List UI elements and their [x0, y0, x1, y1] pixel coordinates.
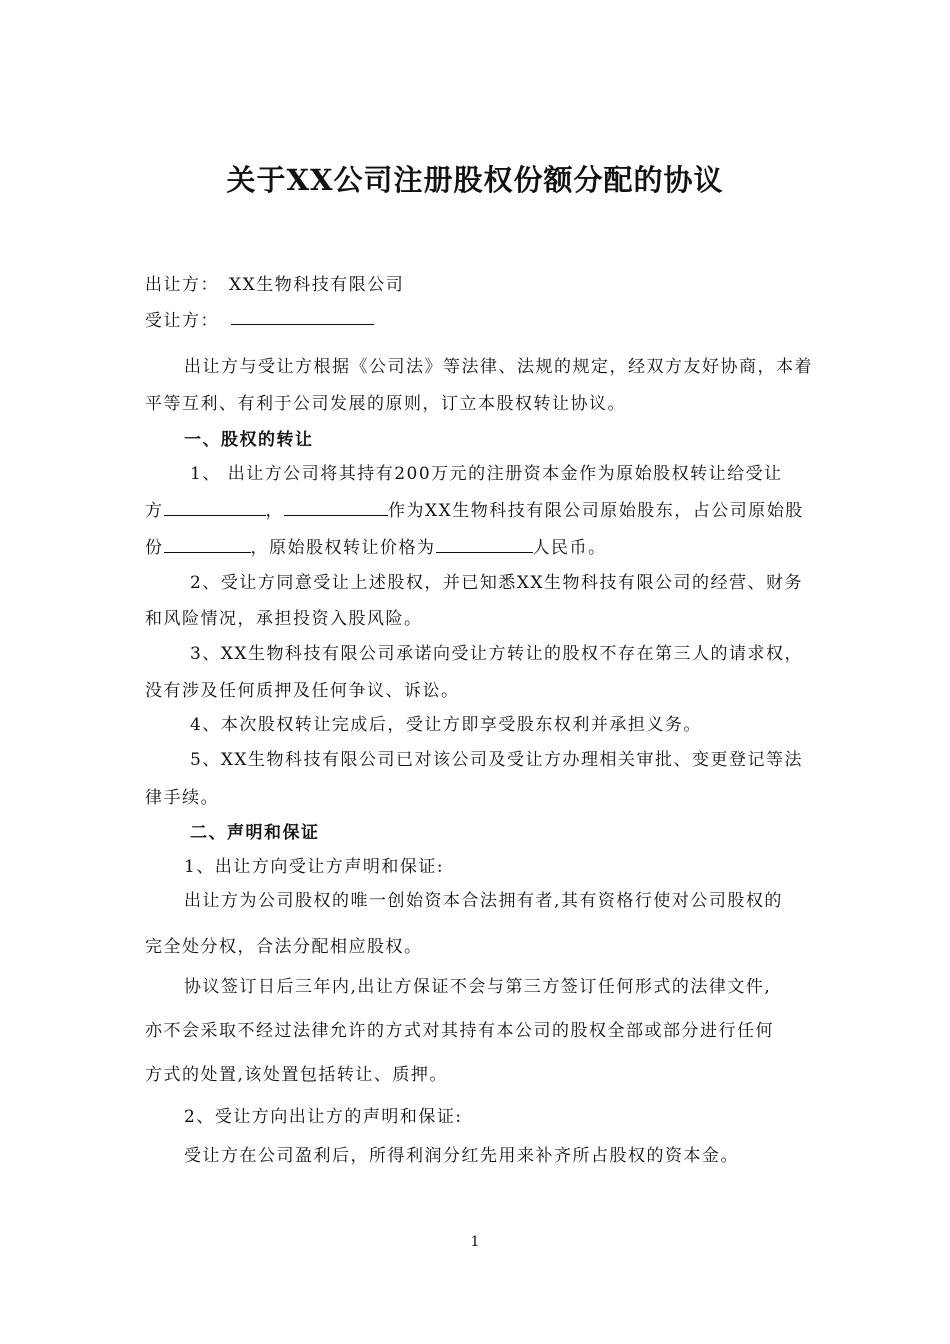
blank-share-percent	[164, 536, 251, 553]
blank-transferee-2	[284, 499, 388, 516]
intro-line-1: 出让方与受让方根据《公司法》等法律、法规的规定，经双方友好协商，本着	[184, 357, 813, 377]
s2-p1-line2: 完全处分权，合法分配相应股权。	[145, 937, 423, 957]
s1-item1-line3-b: ，原始股权转让价格为	[250, 538, 436, 558]
s2-p3-line1: 受让方在公司盈利后，所得利润分红先用来补齐所占股权的资本金。	[184, 1146, 739, 1166]
s2-p2-line1: 协议签订日后三年内,出让方保证不会与第三方签订任何形式的法律文件,	[184, 977, 772, 997]
s1-item3-line1: 3、XX生物科技有限公司承诺向受让方转让的股权不存在第三人的请求权，	[190, 644, 804, 664]
section-2-heading: 二、声明和保证	[190, 823, 320, 843]
transferor-label: 出让方：	[145, 275, 219, 295]
s1-item2-line2: 和风险情况，承担投资入股风险。	[145, 609, 423, 629]
transferor-value: XX生物科技有限公司	[229, 275, 405, 295]
page-number: 1	[470, 1234, 480, 1250]
s1-item1-line2-c: 作为XX生物科技有限公司原始股东，占公司原始股	[388, 501, 804, 521]
s1-item1-line1: 1、 出让方公司将其持有200万元的注册资本金作为原始股权转让给受让	[190, 464, 783, 484]
s1-item5-line2: 律手续。	[145, 788, 219, 808]
s2-item1-heading: 1、出让方向受让方声明和保证:	[184, 857, 445, 877]
s1-item4-line1: 4、本次股权转让完成后，受让方即享受股东权利并承担义务。	[190, 715, 702, 735]
s1-item5-line1: 5、XX生物科技有限公司已对该公司及受让方办理相关审批、变更登记等法	[190, 750, 804, 770]
intro-line-2: 平等互利、有利于公司发展的原则，订立本股权转让协议。	[145, 394, 626, 414]
s1-item2-line1: 2、受让方同意受让上述股权，并已知悉XX生物科技有限公司的经营、财务	[190, 573, 804, 593]
s1-item1-line3-c: 人民币。	[532, 538, 607, 558]
s2-item2-heading: 2、受让方向出让方的声明和保证:	[184, 1107, 463, 1127]
s1-item1-line2	[145, 496, 804, 521]
transferee-label: 受让方：	[145, 311, 219, 331]
s1-item1-line2-b: ，	[265, 501, 284, 521]
s1-item1-line2-a: 方	[145, 501, 164, 521]
section-1-heading: 一、股权的转让	[184, 430, 314, 450]
blank-transferee-1	[164, 499, 266, 516]
s2-p2-line3: 方式的处置,该处置包括转让、质押。	[145, 1065, 448, 1085]
blank-transfer-price	[436, 536, 533, 553]
document-title: 关于XX公司注册股权份额分配的协议	[226, 163, 724, 197]
transferee-blank	[231, 308, 374, 325]
s2-p2-line2: 亦不会采取不经过法律允许的方式对其持有本公司的股权全部或部分进行任何	[145, 1021, 774, 1041]
s1-item1-line3	[145, 533, 607, 558]
s1-item1-line3-a: 份	[145, 538, 164, 558]
s2-p1-line1: 出让方为公司股权的唯一创始资本合法拥有者,其有资格行使对公司股权的	[184, 891, 783, 911]
s1-item3-line2: 没有涉及任何质押及任何争议、诉讼。	[145, 681, 460, 701]
